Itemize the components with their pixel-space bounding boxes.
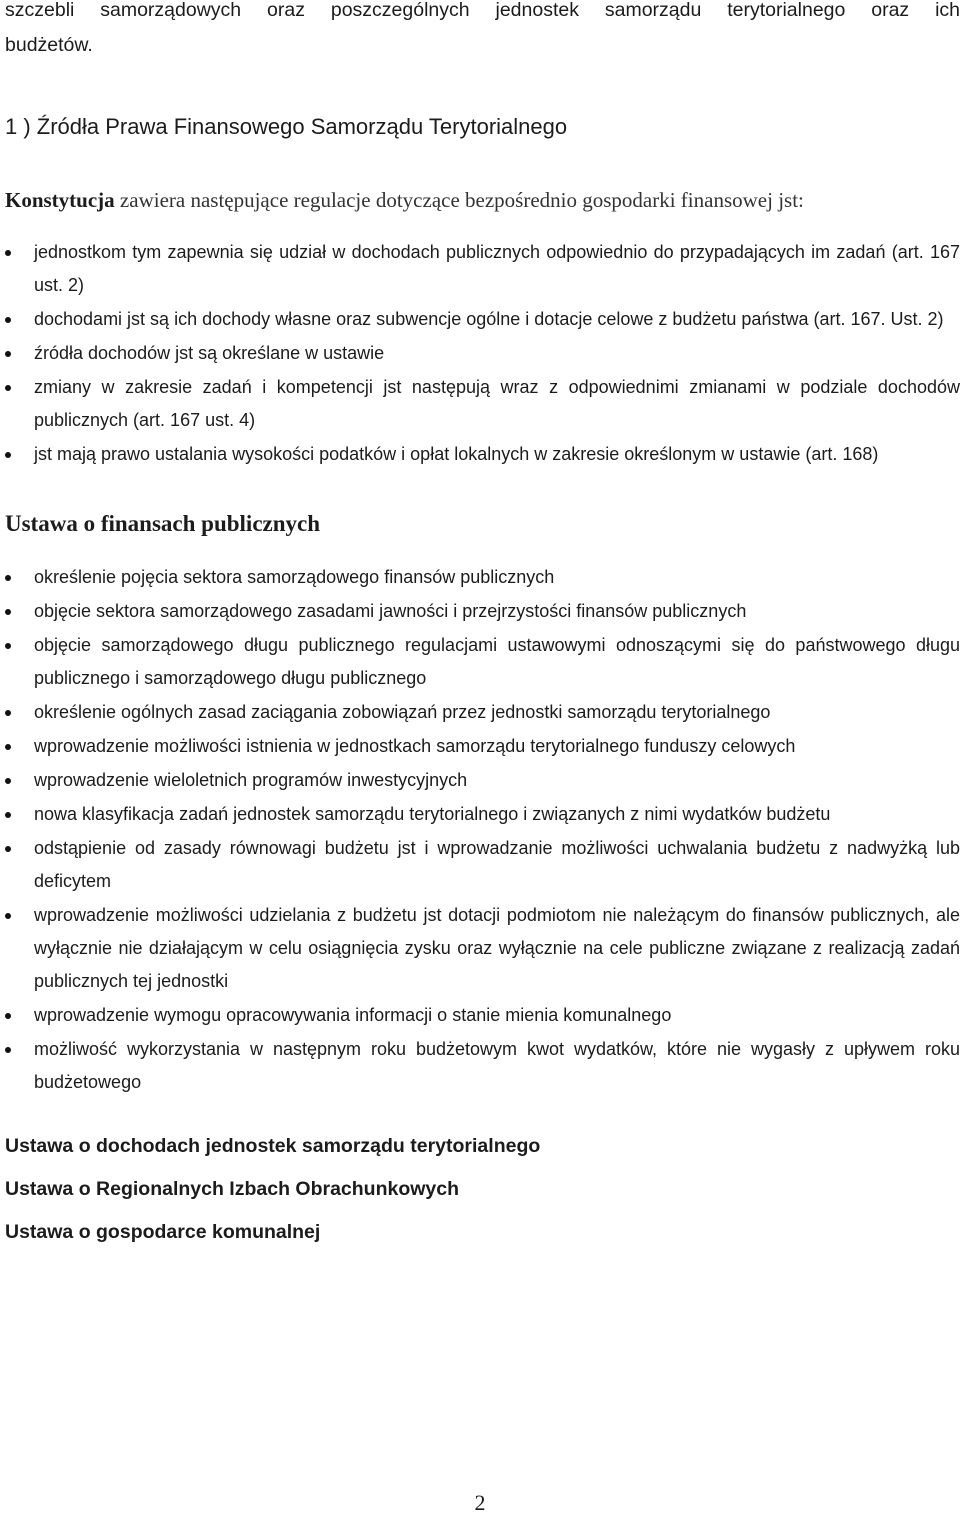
intro-line-2: budżetów. xyxy=(5,34,93,56)
list-item: objęcie samorządowego długu publicznego regulacjami ustawowymi odnoszącymi się do państwowego długu publicznego i samorządowego długu publicznego xyxy=(5,629,960,695)
list-item: objęcie sektora samorządowego zasadami jawności i przejrzystości finansów publicznych xyxy=(5,595,960,628)
konstytucja-label: Konstytucja xyxy=(5,188,115,212)
intro-line-1: szczebli samorządowych oraz poszczególnych jednostek samorządu terytorialnego oraz ich xyxy=(5,0,960,21)
list-item: nowa klasyfikacja zadań jednostek samorządu terytorialnego i związanych z nimi wydatków budżetu xyxy=(5,798,960,831)
document-page xyxy=(5,0,960,1244)
act-heading-gospodarka: Ustawa o gospodarce komunalnej xyxy=(5,1221,321,1243)
list-item: wprowadzenie możliwości istnienia w jednostkach samorządu terytorialnego funduszy celowych xyxy=(5,730,960,763)
act-heading-rio: Ustawa o Regionalnych Izbach Obrachunkowych xyxy=(5,1178,460,1200)
list-item: dochodami jst są ich dochody własne oraz subwencje ogólne i dotacje celowe z budżetu państwa (art. 167. Ust. 2) xyxy=(5,303,960,336)
list-item: jednostkom tym zapewnia się udział w dochodach publicznych odpowiednio do przypadających im zadań (art. 167 ust. 2) xyxy=(5,236,960,302)
page-number: 2 xyxy=(474,1490,486,1515)
list-item: wprowadzenie wymogu opracowywania informacji o stanie mienia komunalnego xyxy=(5,999,960,1032)
konstytucja-list xyxy=(5,236,960,471)
list-item: jst mają prawo ustalania wysokości podatków i opłat lokalnych w zakresie określonym w ustawie (art. 168) xyxy=(5,438,960,471)
list-item: wprowadzenie wieloletnich programów inwestycyjnych xyxy=(5,764,960,797)
konstytucja-text: zawiera następujące regulacje dotyczące bezpośrednio gospodarki finansowej jst: xyxy=(114,188,804,212)
list-item: wprowadzenie możliwości udzielania z budżetu jst dotacji podmiotom nie należącym do finansów publicznych, ale wyłącznie nie działającym w celu osiągnięcia zysku oraz wyłącznie na cele publiczne związane z realizacją zadań publicznych tej jednostki xyxy=(5,899,960,998)
list-item: źródła dochodów jst są określane w ustawie xyxy=(5,337,960,370)
list-item: odstąpienie od zasady równowagi budżetu jst i wprowadzanie możliwości uchwalania budżetu z nadwyżką lub deficytem xyxy=(5,832,960,898)
list-item: określenie pojęcia sektora samorządowego finansów publicznych xyxy=(5,561,960,594)
konstytucja-paragraph xyxy=(5,187,960,214)
section-title: 1 ) Źródła Prawa Finansowego Samorządu Terytorialnego xyxy=(5,114,568,139)
ustawa-list xyxy=(5,561,960,1099)
intro-paragraph xyxy=(5,0,960,63)
list-item: określenie ogólnych zasad zaciągania zobowiązań przez jednostki samorządu terytorialnego xyxy=(5,696,960,729)
list-item: możliwość wykorzystania w następnym roku budżetowym kwot wydatków, które nie wygasły z upływem roku budżetowego xyxy=(5,1033,960,1099)
ustawa-title: Ustawa o finansach publicznych xyxy=(5,511,321,536)
list-item: zmiany w zakresie zadań i kompetencji jst następują wraz z odpowiednimi zmianami w podziale dochodów publicznych (art. 167 ust. 4) xyxy=(5,371,960,437)
act-heading-dochody: Ustawa o dochodach jednostek samorządu terytorialnego xyxy=(5,1135,541,1157)
